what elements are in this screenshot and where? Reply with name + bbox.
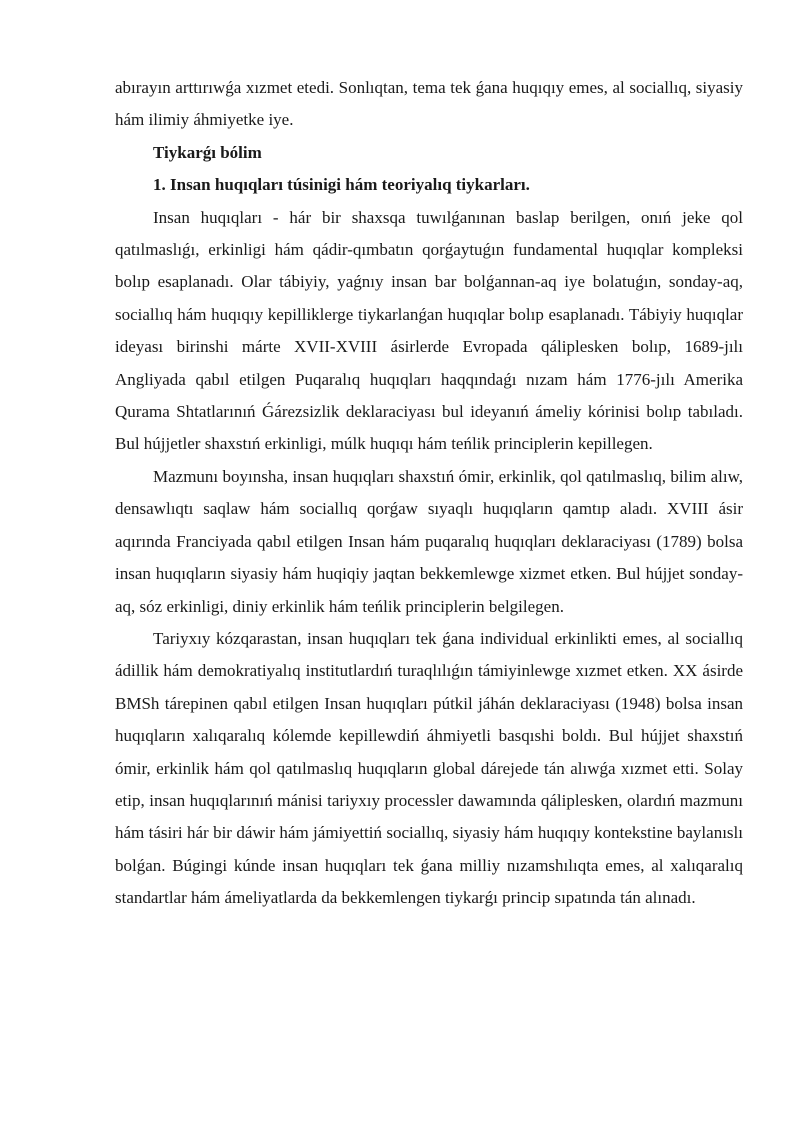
subsection-title: 1. Insan huqıqları túsinigi hám teoriyalıq tiykarları.: [153, 175, 530, 195]
paragraph-2: Mazmunı boyınsha, insan huqıqları shaxstıń ómir, erkinlik, qol qatılmaslıq, bilim alıw, densawlıqtı saqlaw hám sociallıq qorǵaw sıyaqlı huqıqların qamtıp aladı. XVIII ásir aqırında Franciyada qabıl etilgen Insan hám puqaralıq huqıqları deklaraciyası (1789) bolsa insan huqıqların siyasiy hám huqiqiy jaqtan bekkemlewge xizmet etken. Bul hújjet sonday-aq, sóz erkinligi, diniy erkinlik hám teńlik principlerin belgilegen.: [115, 466, 743, 616]
document-body: [115, 72, 743, 915]
continuation-paragraph: abırayın arttırıwǵa xızmet etedi. Sonlıqtan, tema tek ǵana huqıqıy emes, al sociallıq, siyasiy hám ilimiy áhmiyetke iye.: [115, 78, 743, 130]
section-title: Tiykarǵı bólim: [153, 142, 262, 162]
paragraph-3: Tariyxıy kózqarastan, insan huqıqları tek ǵana individual erkinlikti emes, al sociallıq ádillik hám demokratiyalıq institutlardıń turaqlılıǵın támiyinlewge xızmet etken. XX ásirde BMSh tárepinen qabıl etilgen Insan huqıqları pútkil jáhán deklaraciyası (1948) bolsa insan huqıqların xalıqaralıq kólemde kepillewdiń áhmiyetli basqıshi boldı. Bul hújjet shaxstıń ómir, erkinlik hám qol qatılmaslıq huqıqların global dárejede tán alıwǵa xızmet etti. Solay etip, insan huqıqlarınıń mánisi tariyxıy processler dawamında qáliplesken, olardıń mazmunı hám tásiri hár bir dáwir hám jámiyettiń sociallıq, siyasiy hám huqıqıy kontekstine baylanıslı bolǵan. Búgingi kúnde insan huqıqları tek ǵana milliy nızamshılıqta emes, al xalıqaralıq standartlar hám ámeliyatlarda da bekkemlengen tiykarǵı princip sıpatında tán alınadı.: [115, 628, 743, 908]
paragraph-1: Insan huqıqları - hár bir shaxsqa tuwılǵanınan baslap berilgen, onıń jeke qol qatılmaslıǵı, erkinligi hám qádir-qımbatın qorǵaytuǵın fundamental huqıqlar kompleksi bolıp esaplanadı. Olar tábiyiy, yaǵnıy insan bar bolǵannan-aq iye bolatuǵın, sonday-aq, sociallıq hám huqıqıy kepilliklerge tiykarlanǵan huqıqlar bolıp esaplanadı. Tábiyiy huqıqlar ideyası birinshi márte XVII-XVIII ásirlerde Evropada qáliplesken bolıp, 1689-jılı Angliyada qabıl etilgen Puqaralıq huqıqları haqqındaǵı nızam hám 1776-jılı Amerika Qurama Shtatlarınıń Ǵárezsizlik deklaraciyası bul ideyanıń ámeliy kórinisi bolıp tabıladı. Bul hújjetler shaxstıń erkinligi, múlk huqıqı hám teńlik principlerin kepillegen.: [115, 207, 743, 454]
